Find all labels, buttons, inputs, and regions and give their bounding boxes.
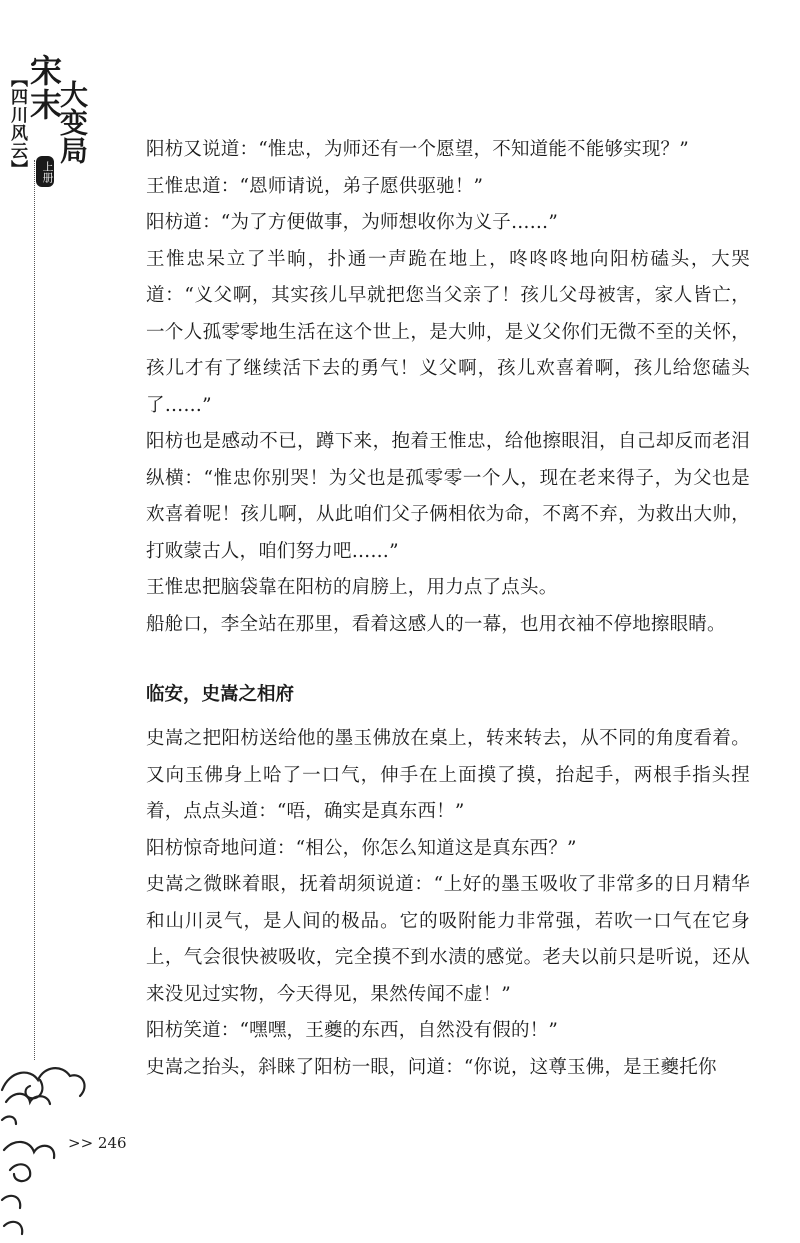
paragraph: 阳枋道：“为了方便做事，为师想收你为义子……” <box>146 212 559 233</box>
page-number: >> 246 <box>68 1134 127 1152</box>
paragraph: 史嵩之微眯着眼，抚着胡须说道：“上好的墨玉吸收了非常多的日月精华和山川灵气，是人间的极品。它的吸附能力非常强，若吹一口气在它身上，气会很快被吸收，完全摸不到水渍的感觉。老夫以前只是听说，还从来没见过实物，今天得见，果然传闻不虚！” <box>146 874 750 1005</box>
volume-seal: 上册 <box>36 156 54 187</box>
paragraph: 王惟忠呆立了半晌，扑通一声跪在地上，咚咚咚地向阳枋磕头，大哭道：“义父啊，其实孩儿早就把您当父亲了！孩儿父母被害，家人皆亡，一个人孤零零地生活在这个世上，是大帅，是义父你们无微不至的关怀，孩儿才有了继续活下去的勇气！义父啊，孩儿欢喜着啊，孩儿给您磕头了……” <box>146 248 750 416</box>
book-title-part1: 宋末 <box>25 54 63 122</box>
book-header <box>0 30 90 190</box>
series-label: 【四川风云】 <box>7 70 27 178</box>
paragraph: 王惟忠把脑袋靠在阳枋的肩膀上，用力点了点头。 <box>146 577 558 598</box>
paragraph: 王惟忠道：“恩师请说，弟子愿供驱驰！” <box>146 175 484 197</box>
page-content <box>146 132 750 1086</box>
paragraph: 史嵩之把阳枋送给他的墨玉佛放在桌上，转来转去，从不同的角度看着。又向玉佛身上哈了一口气，伸手在上面摸了摸，抬起手，两根手指头捏着，点点头道：“唔，确实是真东西！” <box>146 728 750 822</box>
paragraph: 阳枋惊奇地问道：“相公，你怎么知道这是真东西？” <box>146 837 577 859</box>
section-title: 临安，史嵩之相府 <box>146 684 295 705</box>
margin-dotted-line <box>34 160 35 1060</box>
book-title-part2: 大变局 <box>56 80 89 164</box>
paragraph: 船舱口，李全站在那里，看着这感人的一幕，也用衣袖不停地擦眼睛。 <box>146 613 726 635</box>
paragraph: 史嵩之抬头，斜睐了阳枋一眼，问道：“你说，这尊玉佛，是王夔托你 <box>146 1056 717 1078</box>
paragraph: 阳枋又说道：“惟忠，为师还有一个愿望，不知道能不能够实现？” <box>146 139 689 160</box>
paragraph: 阳枋也是感动不已，蹲下来，抱着王惟忠，给他擦眼泪，自己却反而老泪纵横：“惟忠你别哭！为父也是孤零零一个人，现在老来得子，为父也是欢喜着呢！孩儿啊，从此咱们父子俩相依为命，不离不弃，为救出大帅，打败蒙古人，咱们努力吧……” <box>146 431 750 562</box>
paragraph: 阳枋笑道：“嘿嘿，王夔的东西，自然没有假的！” <box>146 1020 559 1041</box>
